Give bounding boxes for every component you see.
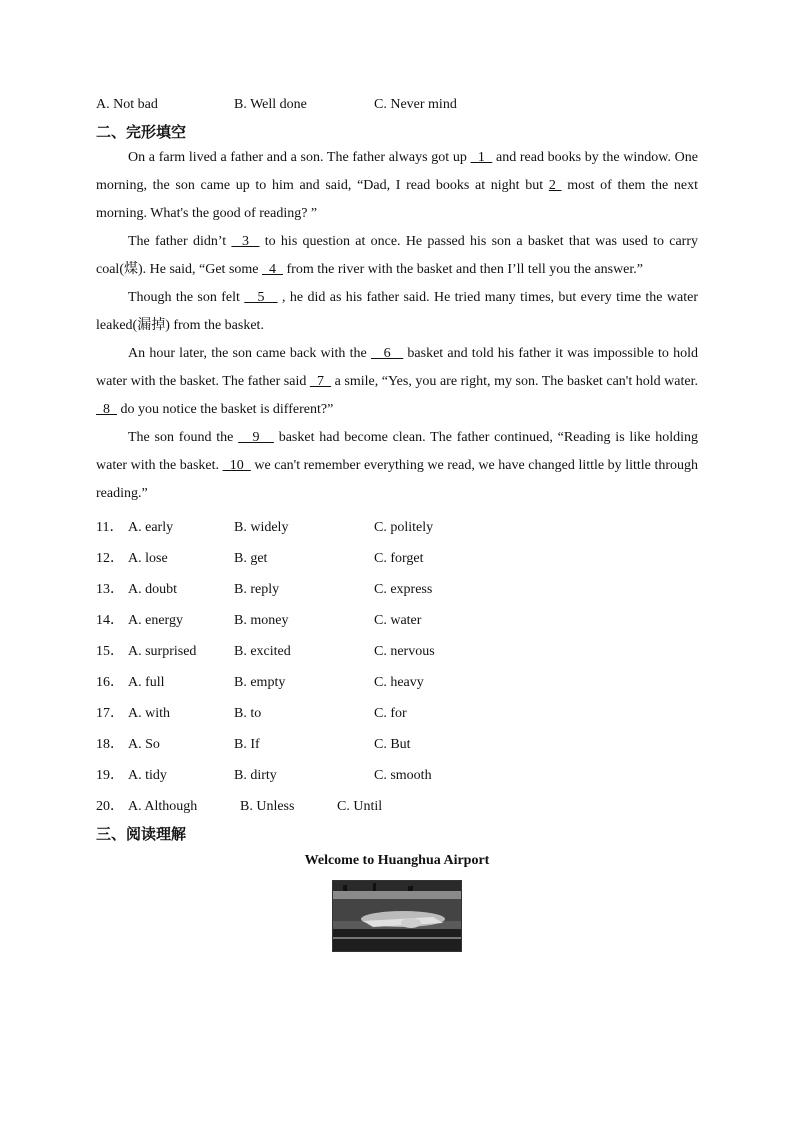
- option-a: A. tidy: [128, 768, 167, 783]
- option-c: C. express: [374, 582, 433, 597]
- previous-question-options: [96, 90, 698, 120]
- question-row: [96, 729, 698, 760]
- paragraph-text: , he did as his father said. He tried many times, but every time the water leaked(漏掉) from the basket.: [96, 290, 698, 333]
- cloze-blank: 2: [548, 178, 562, 193]
- paragraph-text: basket had become clean. The father continued, “Reading is like holding water with the basket.: [96, 430, 698, 473]
- cloze-blank: 6: [370, 346, 404, 361]
- cloze-blank: 4: [262, 262, 283, 277]
- option-b: B. money: [234, 613, 289, 628]
- option-a: A. surprised: [128, 644, 197, 659]
- question-row: [96, 574, 698, 605]
- option-c: C. politely: [374, 520, 434, 535]
- option-a: A. early: [128, 520, 174, 535]
- question-number: 19．: [96, 768, 124, 783]
- paragraph-text: The father didn’t: [128, 234, 232, 249]
- cloze-passage: [96, 144, 698, 508]
- question-number: 13．: [96, 582, 124, 597]
- question-row: [96, 605, 698, 636]
- option-b: B. Unless: [240, 799, 295, 814]
- option-c: C. forget: [374, 551, 424, 566]
- paragraph-text: Though the son felt: [128, 290, 245, 305]
- cloze-paragraph: [96, 144, 698, 228]
- question-number: 18．: [96, 737, 124, 752]
- cloze-blank: 5: [244, 290, 278, 305]
- option-b: B. excited: [234, 644, 291, 659]
- paragraph-text: a smile, “Yes, you are right, my son. The basket can't hold water.: [331, 374, 699, 389]
- paragraph-text: An hour later, the son came back with the: [128, 346, 371, 361]
- option-a: A. So: [128, 737, 160, 752]
- question-row: [96, 512, 698, 543]
- paragraph-text: we can't remember everything we read, we have changed little by little through reading.”: [96, 458, 698, 501]
- question-number: 17．: [96, 706, 124, 721]
- option-a: A. doubt: [128, 582, 177, 597]
- question-number: 12．: [96, 551, 124, 566]
- question-number: 20．: [96, 799, 124, 814]
- cloze-blank: 8: [96, 402, 117, 417]
- option-a: A. Not bad: [96, 97, 158, 112]
- option-b: B. Well done: [234, 97, 307, 112]
- option-a: A. Although: [128, 799, 198, 814]
- option-b: B. widely: [234, 520, 289, 535]
- article-title: Welcome to Huanghua Airport: [304, 853, 490, 868]
- option-c: C. for: [374, 706, 407, 721]
- question-row: [96, 791, 698, 822]
- paragraph-text: On a farm lived a father and a son. The father always got up: [128, 150, 471, 165]
- question-number: 14．: [96, 613, 124, 628]
- question-row: [96, 543, 698, 574]
- section-title-cloze: 二、完形填空: [96, 123, 187, 141]
- option-b: B. If: [234, 737, 260, 752]
- cloze-paragraph: [96, 284, 698, 340]
- option-b: B. dirty: [234, 768, 277, 783]
- option-c: C. smooth: [374, 768, 432, 783]
- option-a: A. energy: [128, 613, 183, 628]
- option-c: C. Never mind: [374, 97, 457, 112]
- question-row: [96, 636, 698, 667]
- cloze-question-list: [96, 512, 698, 822]
- question-number: 11．: [96, 520, 124, 535]
- question-number: 15．: [96, 644, 124, 659]
- cloze-blank: 7: [309, 374, 332, 389]
- question-row: [96, 760, 698, 791]
- paragraph-text: basket and told his father it was impossible to hold water with the basket. The father said: [96, 346, 699, 389]
- cloze-paragraph: [96, 340, 698, 424]
- cloze-paragraph: [96, 424, 698, 508]
- cloze-blank: 10: [222, 458, 251, 473]
- airport-photo: [332, 880, 462, 952]
- paragraph-text: to his question at once. He passed his son a basket that was used to carry coal(煤). He said, “Get some: [96, 234, 698, 277]
- option-c: C. nervous: [374, 644, 435, 659]
- option-a: A. with: [128, 706, 170, 721]
- paragraph-text: The son found the: [128, 430, 239, 445]
- option-b: B. to: [234, 706, 262, 721]
- cloze-blank: 3: [231, 234, 260, 249]
- question-row: [96, 667, 698, 698]
- option-a: A. full: [128, 675, 165, 690]
- document-page: [96, 90, 698, 952]
- paragraph-text: most of them the next morning. What's the good of reading? ”: [96, 178, 698, 221]
- option-c: C. water: [374, 613, 422, 628]
- question-number: 16．: [96, 675, 124, 690]
- cloze-paragraph: [96, 228, 698, 284]
- question-row: [96, 698, 698, 729]
- paragraph-text: from the river with the basket and then I’ll tell you the answer.”: [283, 262, 644, 277]
- option-a: A. lose: [128, 551, 168, 566]
- option-c: C. Until: [337, 799, 383, 814]
- paragraph-text: and read books by the window. One morning, the son came up to him and said, “Dad, I read books at night but: [96, 150, 698, 193]
- cloze-blank: 1: [470, 150, 493, 165]
- option-b: B. reply: [234, 582, 280, 597]
- cloze-blank: 9: [238, 430, 274, 445]
- option-b: B. empty: [234, 675, 286, 690]
- option-c: C. heavy: [374, 675, 424, 690]
- option-b: B. get: [234, 551, 268, 566]
- paragraph-text: do you notice the basket is different?”: [117, 402, 334, 417]
- section-title-reading: 三、阅读理解: [96, 825, 187, 843]
- option-c: C. But: [374, 737, 411, 752]
